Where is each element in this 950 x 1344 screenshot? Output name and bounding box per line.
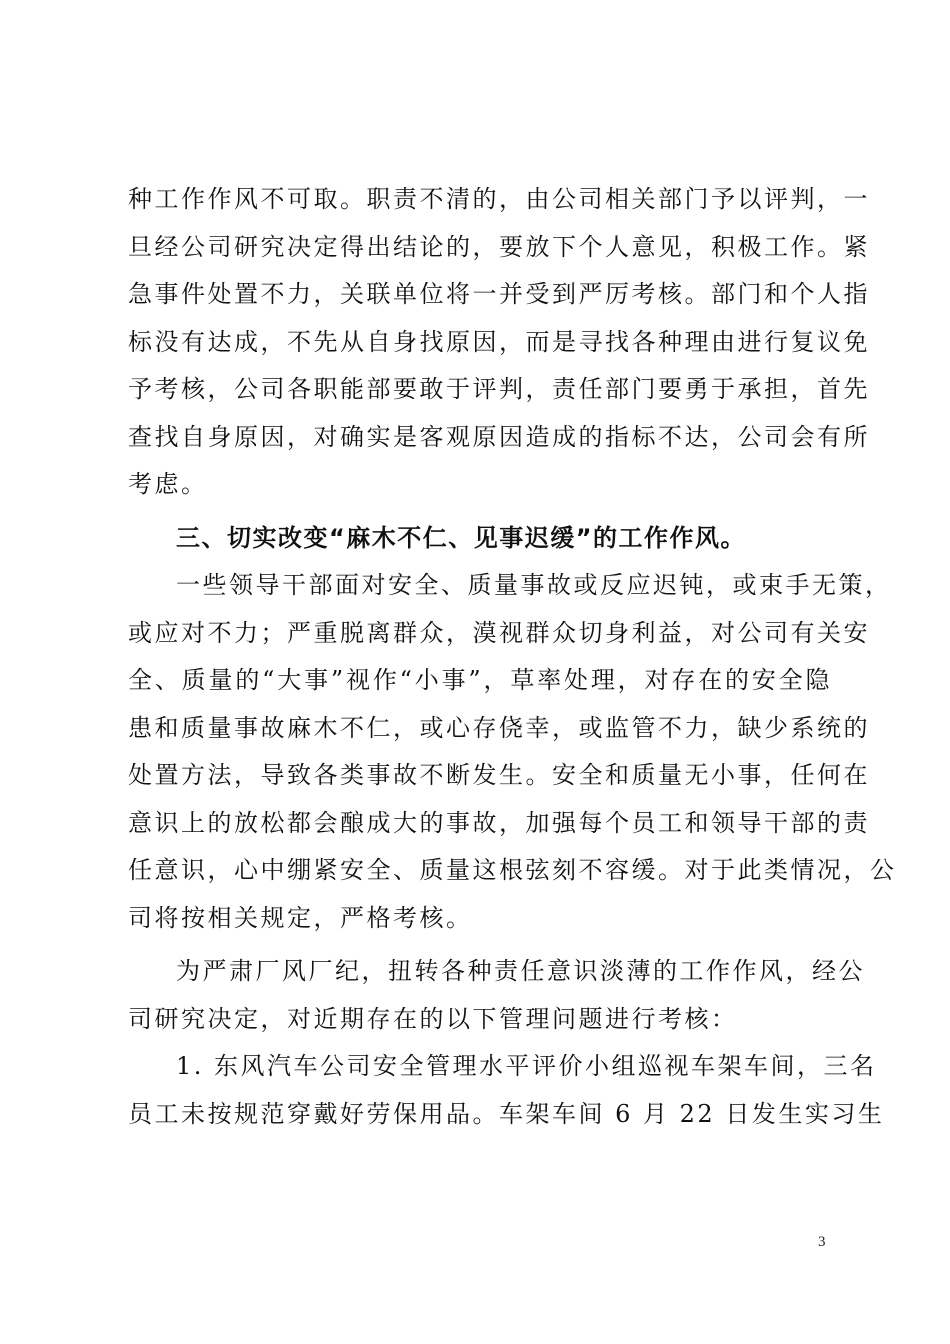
paragraph-line: 患和质量事故麻木不仁，或心存侥幸，或监管不力，缺少系统的	[128, 713, 870, 742]
section-heading: 三、切实改变“麻木不仁、见事迟缓”的工作作风。	[176, 523, 747, 552]
paragraph-line: 予考核，公司各职能部要敢于评判，责任部门要勇于承担，首先	[128, 375, 870, 403]
paragraph-line: 或应对不力；严重脱离群众，漠视群众切身利益，对公司有关安	[128, 618, 870, 647]
paragraph-line: 任意识，心中绷紧安全、质量这根弦刻不容缓。对于此类情况，公	[128, 856, 897, 884]
paragraph-line: 急事件处置不力，关联单位将一并受到严厉考核。部门和个人指	[128, 280, 870, 308]
paragraph-line: 为严肃厂风厂纪，扭转各种责任意识淡薄的工作作风，经公	[176, 957, 865, 985]
paragraph-line: 种工作作风不可取。职责不清的，由公司相关部门予以评判，一	[128, 185, 870, 213]
paragraph-line: 一些领导干部面对安全、质量事故或反应迟钝，或束手无策，	[176, 571, 892, 599]
paragraph-line: 全、质量的“大事”视作“小事”，草率处理，对存在的安全隐	[128, 666, 832, 694]
paragraph-line: 考虑。	[128, 470, 208, 498]
paragraph-line: 司将按相关规定，严格考核。	[128, 903, 473, 932]
list-item-line: 员工未按规范穿戴好劳保用品。车架车间 6 月 22 日发生实习生	[128, 1099, 885, 1128]
page-number: 3	[818, 1234, 826, 1250]
paragraph-line: 标没有达成，不先从自身找原因，而是寻找各种理由进行复议免	[128, 327, 870, 356]
paragraph-line: 意识上的放松都会酿成大的事故，加强每个员工和领导干部的责	[128, 808, 870, 837]
paragraph-line: 处置方法，导致各类事故不断发生。安全和质量无小事，任何在	[128, 761, 870, 789]
paragraph-line: 旦经公司研究决定得出结论的，要放下个人意见，积极工作。紧	[128, 232, 870, 261]
paragraph-line: 司研究决定，对近期存在的以下管理问题进行考核：	[128, 1004, 738, 1033]
paragraph-line: 查找自身原因，对确实是客观原因造成的指标不达，公司会有所	[128, 422, 870, 451]
list-item-line: 1. 东风汽车公司安全管理水平评价小组巡视车架车间，三名	[176, 1052, 877, 1080]
document-body	[128, 176, 897, 1138]
